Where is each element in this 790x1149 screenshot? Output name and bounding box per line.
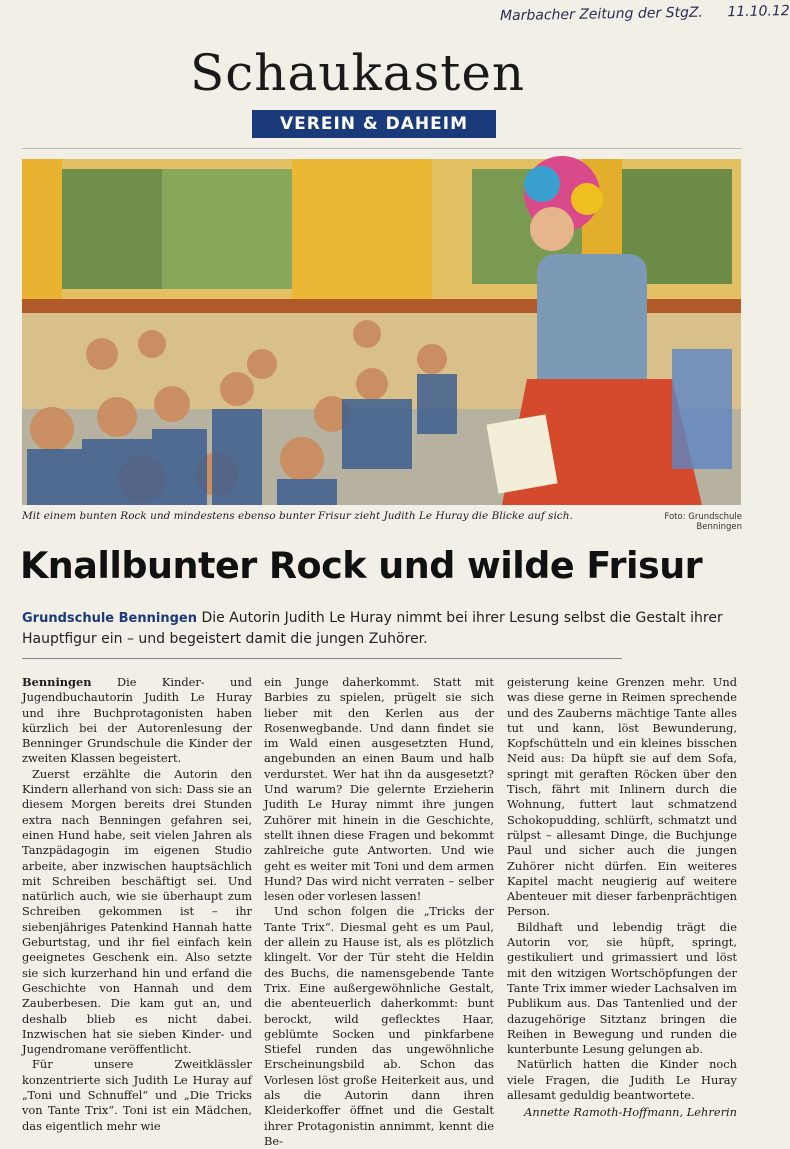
article-column-2	[264, 675, 494, 1148]
section-title: Schaukasten	[190, 44, 526, 102]
handwritten-date: 11.10.12	[727, 3, 790, 21]
paragraph: Benningen Die Kinder- und Jugendbuchautorin Judith Le Huray und ihre Buchprotagonisten haben kürzlich bei der Autorenlesung der Benninger Grundschule die Kinder der zweiten Klassen begeistert.	[22, 675, 252, 766]
photo-caption: Mit einem bunten Rock und mindestens ebenso bunter Frisur zieht Judith Le Huray die Blicke auf sich.	[22, 510, 573, 522]
divider	[22, 148, 742, 149]
lead-divider	[22, 658, 622, 659]
paragraph: ein Junge daherkommt. Statt mit Barbies zu spielen, prügelt sie sich lieber mit den Kerlen aus der Rosenwegbande. Und dann findet sie im Wald einen ausgesetzten Hund, angebunden an einen Baum und halb verdurstet. Wer hat ihn da ausgesetzt? Und warum? Die gelernte Erzieherin Judith Le Huray nimmt ihre jungen Zuhörer mit hinein in die Geschichte, stellt ihnen diese Fragen und bekommt zahlreiche gute Antworten. Und wie geht es weiter mit Toni und dem armen Hund? Das wird nicht verraten – selber lesen oder vorlesen lassen!	[264, 675, 494, 904]
paragraph: Natürlich hatten die Kinder noch viele Fragen, die Judith Le Huray allesamt geduldig beantwortete.	[507, 1057, 737, 1103]
article-column-3	[507, 675, 737, 1120]
article-column-1	[22, 675, 252, 1133]
handwritten-note	[499, 3, 790, 25]
article-photo	[22, 159, 741, 505]
article-headline: Knallbunter Rock und wilde Frisur	[20, 544, 703, 587]
photo-credit: Foto: Grundschule Benningen	[664, 512, 742, 532]
article-lead	[22, 608, 742, 650]
paragraph: Für unsere Zweitklässler konzentrierte sich Judith Le Huray auf „Toni und Schnuffel“ und „Die Tricks von Tante Trix“. Toni ist ein Mädchen, das eigentlich mehr wie	[22, 1057, 252, 1133]
dateline: Benningen	[22, 675, 92, 689]
handwritten-source: Marbacher Zeitung der StgZ.	[499, 4, 704, 25]
paragraph: geisterung keine Grenzen mehr. Und was diese gerne in Reimen sprechende und des Zauberns mächtige Tante alles tut und kann, löst Bewunderung, Kopfschütteln und ein kleines bisschen Neid aus: Da hüpft sie auf dem Sofa, springt mit geraften Röcken über den Tisch, fährt mit Inlinern durch die Wohnung, futtert laut schmatzend Schokopudding, schlürft, schmatzt und rülpst – allesamt Dinge, die Buchjunge Paul und sicher auch die jungen Zuhörer nicht dürfen. Ein weiteres Kapitel macht neugierig auf weitere Abenteuer mit dieser farbenprächtigen Person.	[507, 675, 737, 919]
lead-kicker: Grundschule Benningen	[22, 611, 197, 626]
lead-text: Die Autorin Judith Le Huray nimmt bei ihrer Lesung selbst die Gestalt ihrer Hauptfigur ein – und begeistert damit die jungen Zuhörer.	[22, 610, 723, 647]
paragraph: Und schon folgen die „Tricks der Tante Trix“. Diesmal geht es um Paul, der allein zu Hause ist, als es plötzlich klingelt. Vor der Tür steht die Heldin des Buchs, die namensgebende Tante Trix. Eine außergewöhnliche Gestalt, die abenteuerlich daherkommt: bunt berockt, wild geflecktes Haar, geblümte Socken und pinkfarbene Stiefel runden das ungewöhnliche Erscheinungsbild ab. Schon das Vorlesen löst große Heiterkeit aus, und als die Autorin dann ihren Kleiderkoffer öffnet und die Gestalt ihrer Protagonistin annimmt, kennt die Be-	[264, 904, 494, 1148]
section-band: VEREIN & DAHEIM	[252, 110, 496, 138]
article-author: Annette Ramoth-Hoffmann, Lehrerin	[524, 1105, 737, 1120]
paragraph: Bildhaft und lebendig trägt die Autorin vor, sie hüpft, springt, gestikuliert und grimassiert und löst mit den witzigen Wortschöpfungen der Tante Trix immer wieder Lachsalven im Publikum aus. Das Tantenlied und der dazugehörige Sitztanz bringen die Reihen in Bewegung und runden die kunterbunte Lesung gelungen ab.	[507, 919, 737, 1057]
paragraph: Zuerst erzählte die Autorin den Kindern allerhand von sich: Dass sie an diesem Morgen bereits drei Stunden extra nach Benningen gefahren sei, einen Hund habe, seit vielen Jahren als Tanzpädagogin im eigenen Studio arbeite, aber inzwischen hauptsächlich mit Schreiben beschäftigt sei. Und natürlich auch, wie sie überhaupt zum Schreiben gekommen ist – ihr siebenjähriges Patenkind Hannah hatte Geburtstag, und ihr fiel einfach kein geeignetes Geschenk ein. Also setzte sie sich kurzerhand hin und erfand die Geschichte von Hannah und dem Zauberbesen. Die kam gut an, und deshalb blieb es nicht dabei. Inzwischen hat sie sieben Kinder- und Jugendromane veröffentlicht.	[22, 766, 252, 1057]
